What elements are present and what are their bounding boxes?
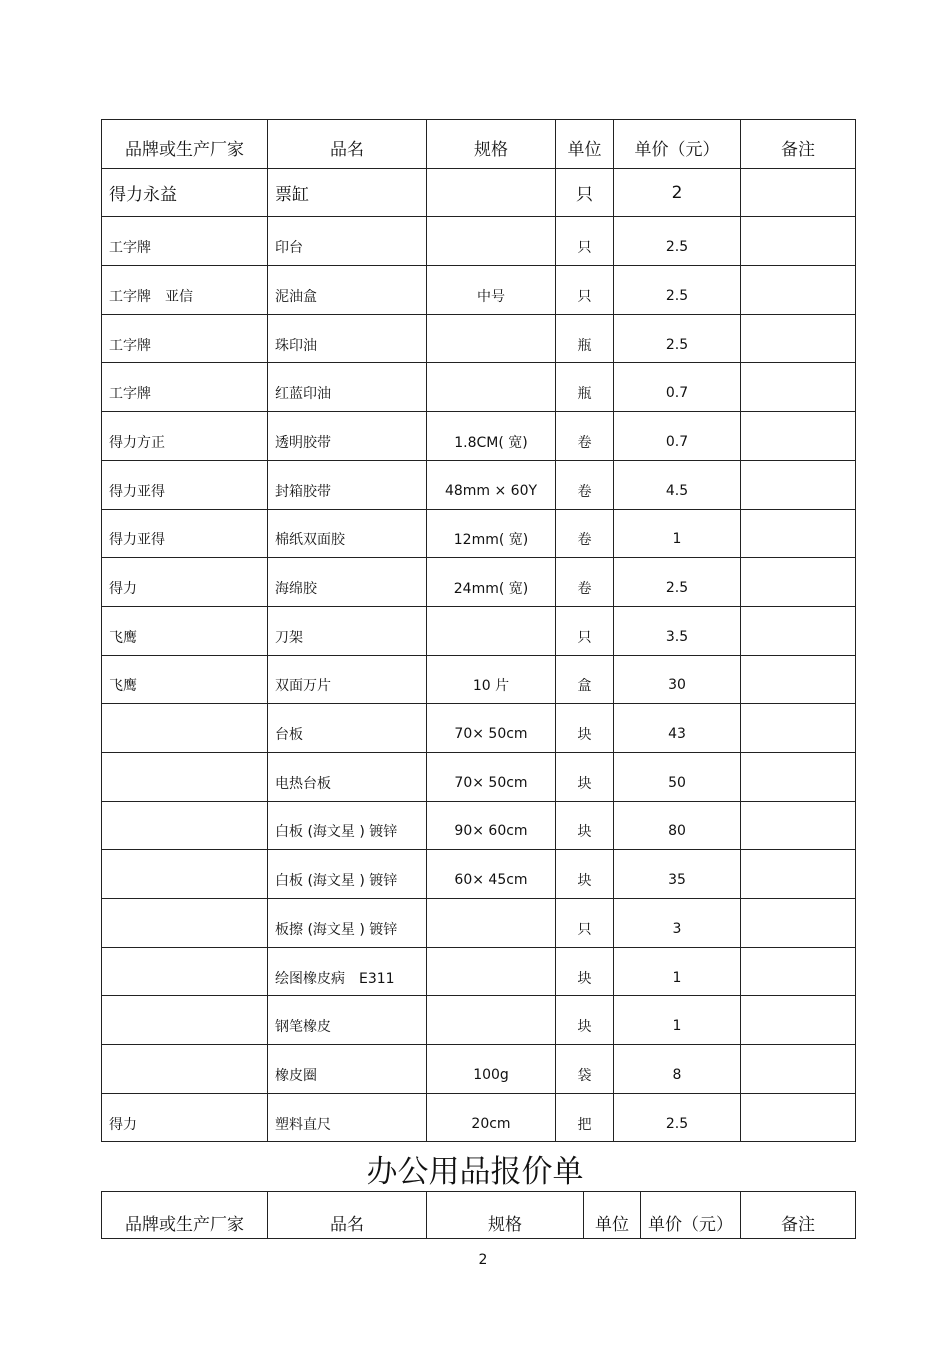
cell-name: 海绵胶 xyxy=(268,558,427,607)
cell-name: 棉纸双面胶 xyxy=(268,509,427,558)
cell-price: 8 xyxy=(614,1045,741,1094)
table-row xyxy=(102,899,856,948)
cell-spec xyxy=(427,217,556,266)
cell-unit: 只 xyxy=(556,899,614,948)
cell-spec: 48mm × 60Y xyxy=(427,460,556,509)
cell-brand xyxy=(102,996,268,1045)
table-row xyxy=(102,1045,856,1094)
cell-spec: 100g xyxy=(427,1045,556,1094)
cell-price: 30 xyxy=(614,655,741,704)
cell-note xyxy=(741,752,856,801)
cell-name: 印台 xyxy=(268,217,427,266)
cell-name: 泥油盒 xyxy=(268,266,427,315)
cell-note xyxy=(741,704,856,753)
cell-spec: 70× 50cm xyxy=(427,704,556,753)
cell-brand: 工字牌 xyxy=(102,314,268,363)
cell-spec: 中号 xyxy=(427,266,556,315)
cell-spec: 60× 45cm xyxy=(427,850,556,899)
table-row xyxy=(102,266,856,315)
cell-spec xyxy=(427,899,556,948)
cell-brand: 得力 xyxy=(102,1093,268,1142)
cell-note xyxy=(741,217,856,266)
cell-name: 封箱胶带 xyxy=(268,460,427,509)
cell-note xyxy=(741,655,856,704)
cell-name: 红蓝印油 xyxy=(268,363,427,412)
cell-name: 珠印油 xyxy=(268,314,427,363)
header-price: 单价（元） xyxy=(614,120,741,169)
cell-unit: 只 xyxy=(556,266,614,315)
cell-price: 1 xyxy=(614,996,741,1045)
cell-unit: 卷 xyxy=(556,509,614,558)
cell-unit: 盒 xyxy=(556,655,614,704)
cell-price: 2.5 xyxy=(614,1093,741,1142)
cell-unit: 卷 xyxy=(556,460,614,509)
cell-note xyxy=(741,460,856,509)
cell-unit: 块 xyxy=(556,801,614,850)
cell-price: 2.5 xyxy=(614,217,741,266)
cell-brand: 飞鹰 xyxy=(102,655,268,704)
cell-brand: 工字牌 xyxy=(102,363,268,412)
cell-price: 3 xyxy=(614,899,741,948)
table-row xyxy=(102,850,856,899)
table-row xyxy=(102,1093,856,1142)
cell-unit: 袋 xyxy=(556,1045,614,1094)
cell-brand xyxy=(102,899,268,948)
cell-spec: 1.8CM( 宽) xyxy=(427,412,556,461)
cell-name: 板擦 (海文星 ) 镀锌 xyxy=(268,899,427,948)
table-row xyxy=(102,168,856,217)
table-header-row xyxy=(102,1192,856,1239)
cell-brand: 得力亚得 xyxy=(102,460,268,509)
cell-spec xyxy=(427,947,556,996)
cell-price: 2.5 xyxy=(614,314,741,363)
cell-unit: 瓶 xyxy=(556,314,614,363)
cell-spec: 90× 60cm xyxy=(427,801,556,850)
cell-name: 塑料直尺 xyxy=(268,1093,427,1142)
cell-note xyxy=(741,168,856,217)
cell-note xyxy=(741,509,856,558)
cell-price: 4.5 xyxy=(614,460,741,509)
table-row xyxy=(102,363,856,412)
cell-name: 白板 (海文星 ) 镀锌 xyxy=(268,850,427,899)
cell-price: 2.5 xyxy=(614,558,741,607)
cell-name: 透明胶带 xyxy=(268,412,427,461)
cell-spec xyxy=(427,996,556,1045)
cell-name: 台板 xyxy=(268,704,427,753)
cell-price: 80 xyxy=(614,801,741,850)
cell-spec: 10 片 xyxy=(427,655,556,704)
cell-name: 白板 (海文星 ) 镀锌 xyxy=(268,801,427,850)
cell-price: 43 xyxy=(614,704,741,753)
cell-unit: 只 xyxy=(556,606,614,655)
header-name: 品名 xyxy=(268,1192,427,1239)
cell-name: 绘图橡皮病 E311 xyxy=(268,947,427,996)
cell-note xyxy=(741,850,856,899)
cell-unit: 卷 xyxy=(556,558,614,607)
cell-unit: 块 xyxy=(556,996,614,1045)
cell-price: 0.7 xyxy=(614,412,741,461)
cell-note xyxy=(741,947,856,996)
header-unit: 单位 xyxy=(584,1192,641,1239)
header-spec: 规格 xyxy=(427,120,556,169)
cell-spec: 20cm xyxy=(427,1093,556,1142)
cell-unit: 只 xyxy=(556,217,614,266)
cell-note xyxy=(741,899,856,948)
cell-note xyxy=(741,1093,856,1142)
cell-note xyxy=(741,266,856,315)
cell-price: 3.5 xyxy=(614,606,741,655)
cell-note xyxy=(741,1045,856,1094)
cell-price: 1 xyxy=(614,947,741,996)
table-row xyxy=(102,460,856,509)
header-brand: 品牌或生产厂家 xyxy=(102,1192,268,1239)
cell-spec xyxy=(427,606,556,655)
cell-brand xyxy=(102,850,268,899)
cell-spec: 24mm( 宽) xyxy=(427,558,556,607)
cell-brand: 工字牌 亚信 xyxy=(102,266,268,315)
cell-note xyxy=(741,412,856,461)
table-row xyxy=(102,752,856,801)
table-row xyxy=(102,704,856,753)
cell-brand xyxy=(102,801,268,850)
page-number: 2 xyxy=(478,1252,488,1268)
cell-note xyxy=(741,558,856,607)
cell-brand xyxy=(102,752,268,801)
cell-brand xyxy=(102,704,268,753)
table-row xyxy=(102,996,856,1045)
table-row xyxy=(102,217,856,266)
cell-unit: 块 xyxy=(556,947,614,996)
cell-price: 2 xyxy=(614,168,741,217)
cell-note xyxy=(741,801,856,850)
cell-brand: 得力方正 xyxy=(102,412,268,461)
cell-unit: 卷 xyxy=(556,412,614,461)
header-spec: 规格 xyxy=(427,1192,584,1239)
cell-price: 50 xyxy=(614,752,741,801)
cell-unit: 块 xyxy=(556,752,614,801)
cell-spec: 70× 50cm xyxy=(427,752,556,801)
cell-name: 刀架 xyxy=(268,606,427,655)
cell-price: 35 xyxy=(614,850,741,899)
header-unit: 单位 xyxy=(556,120,614,169)
header-note: 备注 xyxy=(741,120,856,169)
cell-brand xyxy=(102,947,268,996)
cell-note xyxy=(741,606,856,655)
price-table-continued xyxy=(101,1191,856,1239)
table-row xyxy=(102,509,856,558)
table-row xyxy=(102,801,856,850)
cell-brand: 得力亚得 xyxy=(102,509,268,558)
cell-name: 钢笔橡皮 xyxy=(268,996,427,1045)
cell-name: 票缸 xyxy=(268,168,427,217)
cell-name: 双面万片 xyxy=(268,655,427,704)
cell-brand: 工字牌 xyxy=(102,217,268,266)
cell-brand: 得力 xyxy=(102,558,268,607)
header-brand: 品牌或生产厂家 xyxy=(102,120,268,169)
header-name: 品名 xyxy=(268,120,427,169)
cell-price: 1 xyxy=(614,509,741,558)
price-table xyxy=(101,119,856,1142)
cell-spec xyxy=(427,168,556,217)
table-row xyxy=(102,655,856,704)
cell-note xyxy=(741,363,856,412)
price-table-body xyxy=(102,120,856,1142)
cell-name: 橡皮圈 xyxy=(268,1045,427,1094)
cell-unit: 把 xyxy=(556,1093,614,1142)
cell-spec xyxy=(427,363,556,412)
cell-unit: 瓶 xyxy=(556,363,614,412)
cell-brand: 飞鹰 xyxy=(102,606,268,655)
cell-note xyxy=(741,996,856,1045)
table-row xyxy=(102,947,856,996)
table-header-row xyxy=(102,120,856,169)
cell-unit: 块 xyxy=(556,704,614,753)
header-note: 备注 xyxy=(741,1192,856,1239)
header-price: 单价（元） xyxy=(641,1192,741,1239)
cell-brand: 得力永益 xyxy=(102,168,268,217)
cell-price: 2.5 xyxy=(614,266,741,315)
cell-unit: 块 xyxy=(556,850,614,899)
cell-brand xyxy=(102,1045,268,1094)
table-row xyxy=(102,412,856,461)
cell-spec xyxy=(427,314,556,363)
table-row xyxy=(102,606,856,655)
cell-price: 0.7 xyxy=(614,363,741,412)
cell-unit: 只 xyxy=(556,168,614,217)
table-row xyxy=(102,558,856,607)
cell-note xyxy=(741,314,856,363)
cell-name: 电热台板 xyxy=(268,752,427,801)
cell-spec: 12mm( 宽) xyxy=(427,509,556,558)
table-row xyxy=(102,314,856,363)
document-title: 办公用品报价单 xyxy=(366,1154,584,1190)
